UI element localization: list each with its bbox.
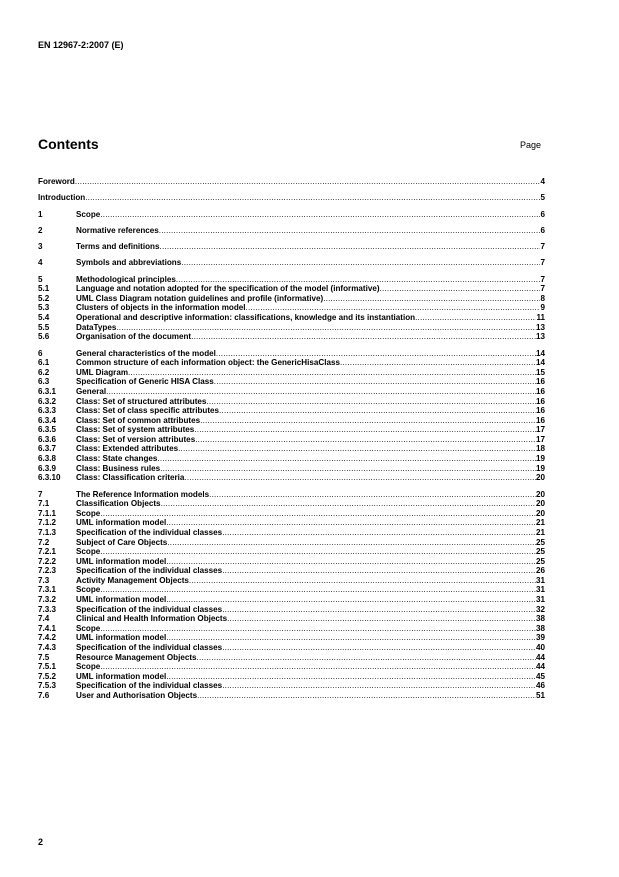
dot-leader — [75, 177, 541, 187]
toc-entry-title: Introduction — [38, 193, 86, 203]
toc-entry-title: UML information model — [76, 671, 167, 681]
document-id: EN 12967-2:2007 (E) — [38, 40, 124, 50]
toc-entry-number: 6 — [38, 348, 43, 358]
toc-entry[interactable] — [38, 672, 545, 682]
toc-entry-number: 6.3.3 — [38, 406, 57, 416]
toc-entry-number: 7.3.3 — [38, 604, 57, 614]
toc-entry-title: Clinical and Health Information Objects — [76, 614, 228, 624]
dot-leader — [160, 242, 541, 252]
toc-entry[interactable] — [38, 303, 545, 313]
toc-entry[interactable] — [38, 377, 545, 387]
toc-entry[interactable] — [38, 653, 545, 663]
toc-entry[interactable] — [38, 275, 545, 285]
toc-entry[interactable] — [38, 605, 545, 615]
toc-entry-page: 7 — [540, 258, 545, 268]
page-number: 2 — [38, 837, 44, 847]
dot-leader — [100, 509, 536, 519]
dot-leader — [191, 332, 536, 342]
toc-entry-page: 18 — [535, 444, 545, 454]
toc-entry-number: 7.3 — [38, 575, 50, 585]
toc-entry[interactable] — [38, 349, 545, 359]
toc-entry-number: 6.3.6 — [38, 434, 57, 444]
toc-entry-number: 7.5.1 — [38, 662, 57, 672]
toc-entry-title: Subject of Care Objects — [76, 537, 168, 547]
toc-entry-page: 16 — [535, 396, 545, 406]
toc-entry-page: 7 — [540, 274, 545, 284]
toc-entry-title: UML information model — [76, 556, 167, 566]
toc-entry-number: 7.4.1 — [38, 623, 57, 633]
toc-entry[interactable] — [38, 454, 545, 464]
toc-entry-title: Common structure of each information object: the GenericHisaClass — [76, 358, 340, 368]
toc-entry[interactable] — [38, 633, 545, 643]
toc-entry-title: Language and notation adopted for the specification of the model (informative) — [76, 284, 380, 294]
toc-entry[interactable] — [38, 284, 545, 294]
toc-entry-title: Class: Classification criteria — [76, 473, 185, 483]
toc-entry-title: The Reference Information models — [76, 489, 210, 499]
toc-entry-title: Methodological principles — [76, 274, 176, 284]
toc-entry-title: Class: Business rules — [76, 463, 161, 473]
toc-entry[interactable] — [38, 473, 545, 483]
toc-entry-number: 6.3.9 — [38, 463, 57, 473]
toc-entry-number: 7.3.1 — [38, 585, 57, 595]
toc-entry[interactable] — [38, 210, 545, 220]
toc-entry-title: Scope — [76, 508, 101, 518]
toc-entry[interactable] — [38, 294, 545, 304]
toc-entry[interactable] — [38, 425, 545, 435]
toc-entry-page: 40 — [535, 643, 545, 653]
toc-entry-page: 6 — [540, 209, 545, 219]
dot-leader — [209, 490, 536, 500]
dot-leader — [159, 226, 541, 236]
toc-entry-number: 6.3.2 — [38, 396, 57, 406]
toc-entry-page: 16 — [535, 386, 545, 396]
toc-entry[interactable] — [38, 585, 545, 595]
toc-entry-number: 5.6 — [38, 332, 50, 342]
toc-entry-title: General characteristics of the model — [76, 348, 216, 358]
toc-entry-page: 9 — [540, 303, 545, 313]
toc-entry-page: 26 — [535, 566, 545, 576]
toc-entry[interactable] — [38, 177, 545, 187]
toc-entry-page: 16 — [535, 415, 545, 425]
dot-leader — [222, 605, 536, 615]
toc-entry-number: 4 — [38, 258, 43, 268]
toc-entry[interactable] — [38, 358, 545, 368]
toc-entry-number: 5.3 — [38, 303, 50, 313]
toc-entry-number: 6.3 — [38, 377, 50, 387]
toc-entry-title: Activity Management Objects — [76, 575, 189, 585]
dot-leader — [167, 538, 536, 548]
dot-leader — [206, 397, 536, 407]
toc-entry[interactable] — [38, 499, 545, 509]
toc-entry-title: Operational and descriptive information: classifications, knowledge and its instantiation — [76, 313, 416, 323]
dot-leader — [161, 499, 536, 509]
dot-leader — [184, 473, 536, 483]
toc-entry-number: 7.1 — [38, 499, 50, 509]
toc-entry-page: 21 — [535, 527, 545, 537]
toc-entry-page: 39 — [535, 633, 545, 643]
dot-leader — [178, 444, 536, 454]
dot-leader — [222, 528, 536, 538]
toc-entry-number: 2 — [38, 225, 43, 235]
toc-entry[interactable] — [38, 624, 545, 634]
toc-entry-number: 6.3.10 — [38, 473, 61, 483]
dot-leader — [189, 576, 536, 586]
toc-entry-page: 11 — [536, 313, 545, 323]
toc-entry-number: 7.3.2 — [38, 595, 57, 605]
dot-leader — [100, 210, 540, 220]
dot-leader — [380, 284, 541, 294]
toc-entry-title: UML information model — [76, 633, 167, 643]
dot-leader — [222, 643, 536, 653]
dot-leader — [216, 349, 536, 359]
toc-entry-page: 31 — [535, 595, 545, 605]
toc-entry[interactable] — [38, 576, 545, 586]
toc-entry-page: 38 — [535, 623, 545, 633]
toc-entry-page: 7 — [540, 242, 545, 252]
dot-leader — [166, 518, 536, 528]
toc-entry-number: 3 — [38, 242, 43, 252]
toc-entry-number: 5.5 — [38, 322, 50, 332]
toc-entry-page: 44 — [535, 652, 545, 662]
dot-leader — [100, 624, 536, 634]
dot-leader — [100, 547, 536, 557]
toc-entry-number: 7.4.3 — [38, 643, 57, 653]
dot-leader — [166, 557, 536, 567]
toc-entry-page: 45 — [535, 671, 545, 681]
toc-entry-page: 16 — [535, 406, 545, 416]
toc-entry-page: 6 — [540, 225, 545, 235]
toc-entry-title: Scope — [76, 209, 101, 219]
toc-entry-page: 7 — [540, 284, 545, 294]
table-of-contents — [38, 177, 545, 701]
toc-entry-title: DataTypes — [76, 322, 117, 332]
toc-entry-page: 21 — [535, 518, 545, 528]
toc-entry-number: 7.6 — [38, 691, 50, 700]
toc-entry-number: 7.5.3 — [38, 681, 57, 691]
dot-leader — [85, 193, 540, 203]
toc-entry[interactable] — [38, 566, 545, 576]
toc-entry-title: Specification of Generic HISA Class — [76, 377, 214, 387]
toc-entry-title: User and Authorisation Objects — [76, 691, 198, 700]
toc-entry-page: 20 — [535, 489, 545, 499]
toc-entry[interactable] — [38, 528, 545, 538]
toc-entry[interactable] — [38, 416, 545, 426]
toc-entry[interactable] — [38, 557, 545, 567]
toc-entry-page: 25 — [535, 547, 545, 557]
dot-leader — [219, 406, 536, 416]
toc-entry-title: Organisation of the document — [76, 332, 192, 342]
toc-entry-page: 31 — [535, 575, 545, 585]
toc-entry-page: 44 — [535, 662, 545, 672]
toc-entry-title: Class: Set of system attributes — [76, 425, 195, 435]
dot-leader — [181, 258, 540, 268]
toc-entry-title: Specification of the individual classes — [76, 681, 223, 691]
toc-entry[interactable] — [38, 614, 545, 624]
toc-entry-number: 6.2 — [38, 367, 50, 377]
dot-leader — [227, 614, 536, 624]
toc-entry-title: Scope — [76, 623, 101, 633]
dot-leader — [214, 377, 536, 387]
toc-entry-title: Specification of the individual classes — [76, 566, 223, 576]
toc-entry-page: 4 — [540, 177, 545, 186]
toc-entry[interactable] — [38, 464, 545, 474]
toc-entry-title: Scope — [76, 662, 101, 672]
toc-entry-number: 5.2 — [38, 293, 50, 303]
dot-leader — [128, 368, 536, 378]
toc-entry-number: 5.1 — [38, 284, 50, 294]
toc-entry-number: 7.1.3 — [38, 527, 57, 537]
toc-entry-title: Class: Set of common attributes — [76, 415, 201, 425]
toc-entry-page: 16 — [535, 377, 545, 387]
toc-entry[interactable] — [38, 397, 545, 407]
toc-entry-page: 19 — [535, 454, 545, 464]
dot-leader — [166, 595, 536, 605]
toc-entry-title: Class: State changes — [76, 454, 158, 464]
toc-entry[interactable] — [38, 323, 545, 333]
toc-entry[interactable] — [38, 406, 545, 416]
toc-entry-title: Clusters of objects in the information model — [76, 303, 246, 313]
toc-entry[interactable] — [38, 643, 545, 653]
toc-entry[interactable] — [38, 662, 545, 672]
toc-entry-number: 7.1.1 — [38, 508, 57, 518]
dot-leader — [100, 585, 536, 595]
dot-leader — [222, 566, 536, 576]
toc-entry-page: 14 — [535, 358, 545, 368]
toc-entry-number: 6.3.5 — [38, 425, 57, 435]
toc-entry-title: General — [76, 386, 107, 396]
dot-leader — [197, 691, 536, 701]
toc-entry-number: 6.3.7 — [38, 444, 57, 454]
toc-entry[interactable] — [38, 691, 545, 701]
toc-entry-number: 6.3.4 — [38, 415, 57, 425]
toc-entry[interactable] — [38, 518, 545, 528]
toc-entry-number: 5.4 — [38, 313, 50, 323]
toc-entry-page: 20 — [535, 508, 545, 518]
toc-entry-page: 5 — [540, 193, 545, 203]
dot-leader — [246, 303, 541, 313]
toc-entry-number: 7.2.3 — [38, 566, 57, 576]
dot-leader — [222, 681, 536, 691]
toc-entry-title: Specification of the individual classes — [76, 527, 223, 537]
toc-entry-title: UML Diagram — [76, 367, 129, 377]
dot-leader — [200, 416, 536, 426]
toc-entry-title: Terms and definitions — [76, 242, 160, 252]
toc-entry-number: 7.2 — [38, 537, 50, 547]
toc-entry-title: Class: Set of structured attributes — [76, 396, 207, 406]
toc-entry-number: 7.2.2 — [38, 556, 57, 566]
dot-leader — [340, 358, 536, 368]
toc-entry-title: Specification of the individual classes — [76, 604, 223, 614]
dot-leader — [195, 435, 536, 445]
toc-entry[interactable] — [38, 490, 545, 500]
toc-entry-number: 7 — [38, 489, 43, 499]
dot-leader — [106, 387, 536, 397]
toc-entry-page: 8 — [540, 293, 545, 303]
toc-entry-number: 7.5.2 — [38, 671, 57, 681]
toc-entry-page: 20 — [535, 499, 545, 509]
dot-leader — [166, 672, 536, 682]
toc-entry-title: Class: Set of version attributes — [76, 434, 196, 444]
toc-entry-title: UML information model — [76, 595, 167, 605]
toc-entry[interactable] — [38, 226, 545, 236]
toc-entry-page: 17 — [535, 434, 545, 444]
toc-entry[interactable] — [38, 332, 545, 342]
toc-entry-page: 38 — [535, 614, 545, 624]
toc-entry-title: Symbols and abbreviations — [76, 258, 182, 268]
toc-entry-number: 6.3.8 — [38, 454, 57, 464]
contents-heading: Contents — [38, 136, 99, 152]
toc-entry-title: Class: Extended attributes — [76, 444, 179, 454]
toc-entry-title: Specification of the individual classes — [76, 643, 223, 653]
toc-entry[interactable] — [38, 538, 545, 548]
toc-entry-title: Classification Objects — [76, 499, 161, 509]
toc-entry[interactable] — [38, 242, 545, 252]
toc-entry-title: UML Class Diagram notation guidelines and profile (informative) — [76, 293, 324, 303]
toc-entry[interactable] — [38, 681, 545, 691]
toc-entry-number: 1 — [38, 209, 43, 219]
toc-entry-title: Scope — [76, 585, 101, 595]
toc-entry[interactable] — [38, 435, 545, 445]
toc-entry-number: 7.4 — [38, 614, 50, 624]
dot-leader — [100, 662, 536, 672]
toc-entry-page: 14 — [535, 348, 545, 358]
page-column-label: Page — [520, 140, 542, 150]
toc-entry-number: 7.4.2 — [38, 633, 57, 643]
toc-entry-page: 20 — [535, 473, 545, 483]
toc-entry-title: Foreword — [38, 177, 75, 186]
toc-entry-number: 5 — [38, 274, 43, 284]
toc-entry[interactable] — [38, 193, 545, 203]
toc-entry[interactable] — [38, 509, 545, 519]
dot-leader — [166, 633, 536, 643]
toc-entry-page: 31 — [535, 585, 545, 595]
toc-entry-title: UML information model — [76, 518, 167, 528]
dot-leader — [323, 294, 540, 304]
toc-entry[interactable] — [38, 313, 545, 323]
toc-entry-page: 25 — [535, 556, 545, 566]
dot-leader — [197, 653, 536, 663]
dot-leader — [194, 425, 536, 435]
dot-leader — [160, 464, 536, 474]
toc-entry-page: 17 — [535, 425, 545, 435]
toc-entry[interactable] — [38, 595, 545, 605]
toc-entry[interactable] — [38, 547, 545, 557]
toc-entry-page: 46 — [535, 681, 545, 691]
toc-entry-number: 7.2.1 — [38, 547, 57, 557]
toc-entry[interactable] — [38, 444, 545, 454]
dot-leader — [415, 313, 536, 323]
toc-entry[interactable] — [38, 368, 545, 378]
toc-entry-number: 7.1.2 — [38, 518, 57, 528]
dot-leader — [116, 323, 536, 333]
toc-entry-page: 13 — [535, 332, 545, 342]
dot-leader — [176, 275, 541, 285]
toc-entry-title: Class: Set of class specific attributes — [76, 406, 220, 416]
toc-entry-title: Scope — [76, 547, 101, 557]
toc-entry[interactable] — [38, 258, 545, 268]
toc-entry-title: Resource Management Objects — [76, 652, 197, 662]
toc-entry[interactable] — [38, 387, 545, 397]
toc-entry-page: 51 — [535, 691, 545, 700]
toc-entry-page: 25 — [535, 537, 545, 547]
toc-entry-number: 6.1 — [38, 358, 50, 368]
toc-entry-number: 6.3.1 — [38, 386, 57, 396]
toc-entry-number: 7.5 — [38, 652, 50, 662]
dot-leader — [157, 454, 536, 464]
toc-entry-page: 32 — [535, 604, 545, 614]
toc-entry-title: Normative references — [76, 225, 159, 235]
toc-entry-page: 15 — [535, 367, 545, 377]
toc-entry-page: 13 — [535, 322, 545, 332]
toc-entry-page: 19 — [535, 463, 545, 473]
